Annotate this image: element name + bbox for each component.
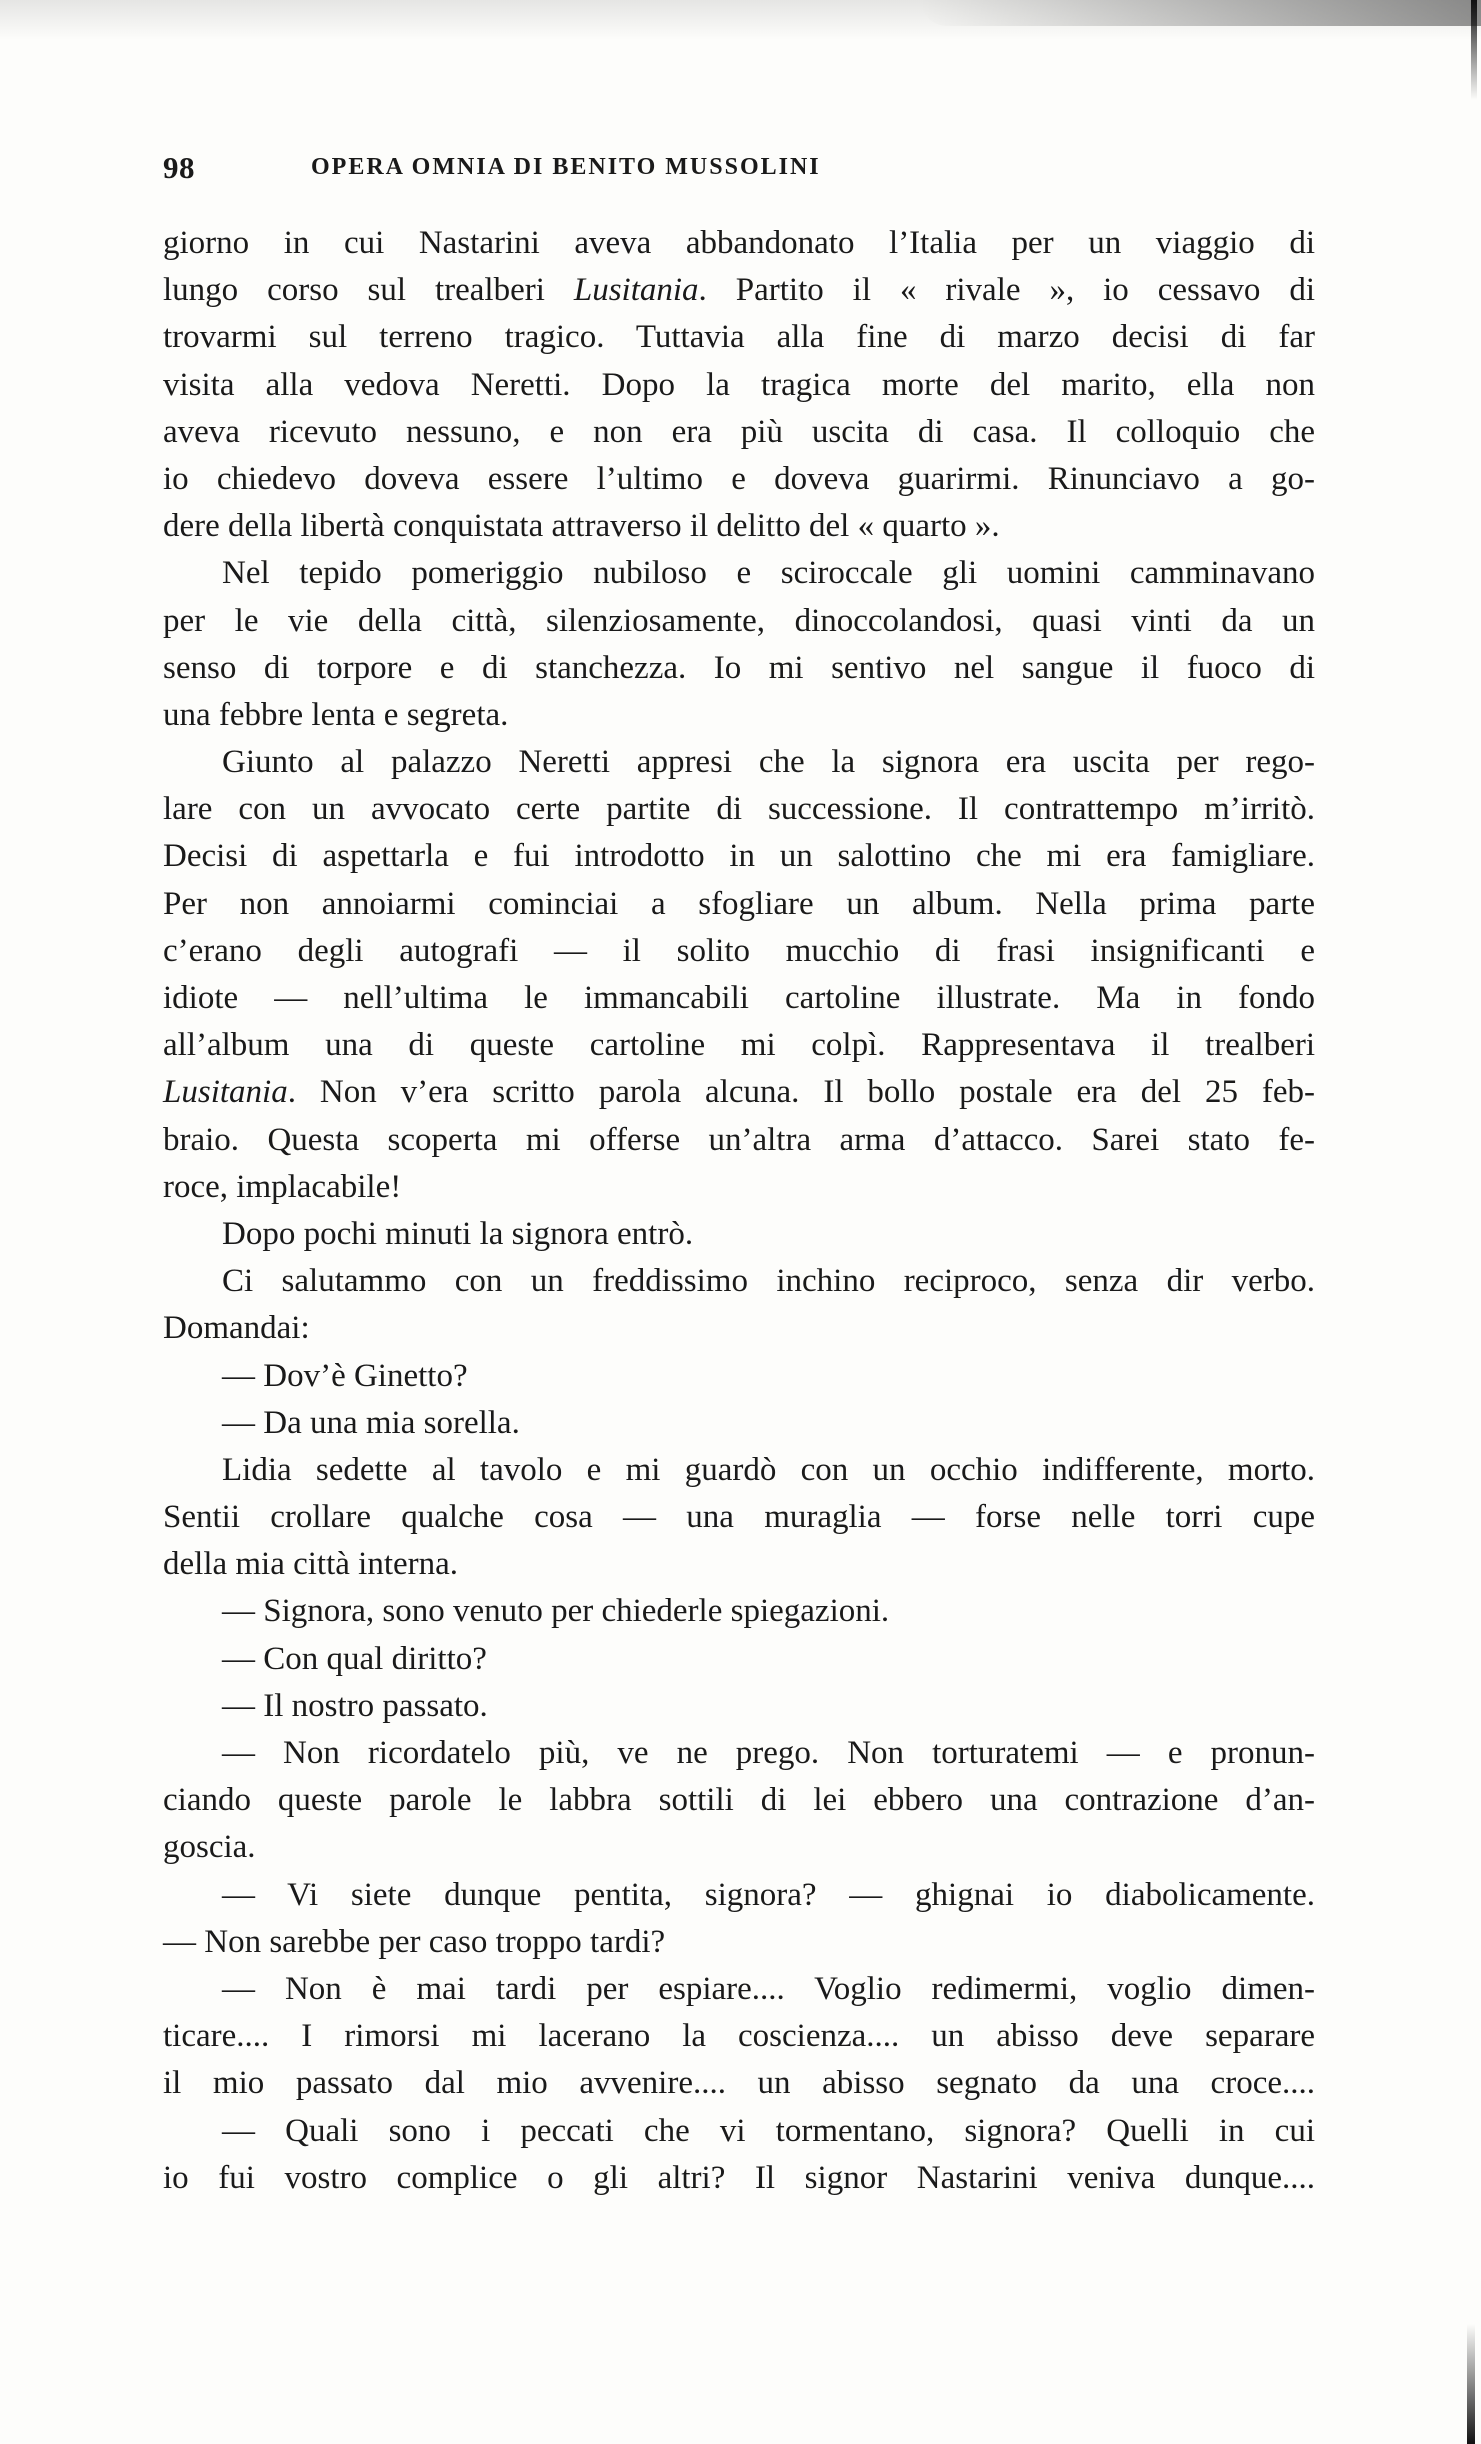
text-line: goscia. [163,1829,256,1866]
text-line: Nel tepido pomeriggio nubiloso e sciroccale gli uomini camminavano [222,555,1315,592]
dialogue-line: — Signora, sono venuto per chiederle spiegazioni. [222,1593,890,1630]
text-line: lungo corso sul trealberi Lusitania. Partito il « rivale », io cessavo di [163,272,1315,309]
text-line: idiote — nell’ultima le immancabili cartoline illustrate. Ma in fondo [163,980,1315,1016]
dialogue-line: — Da una mia sorella. [222,1404,520,1441]
scan-shadow-top-right [921,0,1481,26]
text-line: all’album una di queste cartoline mi colpì. Rappresentava il trealberi [163,1027,1315,1064]
text-line: Per non annoiarmi cominciai a sfogliare un album. Nella prima parte [163,885,1315,922]
text-line: Lusitania. Non v’era scritto parola alcuna. Il bollo postale era del 25 feb- [163,1074,1315,1111]
dialogue-line: — Non è mai tardi per espiare.... Voglio redimermi, voglio dimen- [222,1970,1315,2007]
text-line: trovarmi sul terreno tragico. Tuttavia alla fine di marzo decisi di far [163,319,1315,356]
dialogue-line: — Non sarebbe per caso troppo tardi? [163,1923,666,1960]
text-line: Lidia sedette al tavolo e mi guardò con un occhio indifferente, morto. [222,1451,1315,1488]
text-line: giorno in cui Nastarini aveva abbandonato l’Italia per un viaggio di [163,225,1315,261]
dialogue-line: — Quali sono i peccati che vi tormentano, signora? Quelli in cui [222,2112,1315,2149]
scan-edge-right-bottom [1467,2324,1475,2444]
ship-name: Lusitania [163,1074,288,1111]
text-line: Domandai: [163,1310,310,1347]
text-line: io chiedevo doveva essere l’ultimo e doveva guarirmi. Rinunciavo a go- [163,460,1315,497]
text-line: della mia città interna. [163,1546,459,1583]
text-line: per le vie della città, silenziosamente, dinoccolandosi, quasi vinti da un [163,602,1315,639]
text-line: ciando queste parole le labbra sottili di lei ebbero una contrazione d’an- [163,1782,1315,1819]
text-line: roce, implacabile! [163,1168,402,1205]
text-line: io fui vostro complice o gli altri? Il signor Nastarini veniva dunque.... [163,2159,1315,2196]
text-line: dere della libertà conquistata attraverso il delitto del « quarto ». [163,508,1000,545]
page-body [163,220,1315,2202]
text-line: c’erano degli autografi — il solito mucchio di frasi insignificanti e [163,932,1315,969]
text-line: braio. Questa scoperta mi offerse un’altra arma d’attacco. Sarei stato fe- [163,1121,1315,1158]
dialogue-line: — Dov’è Ginetto? [222,1357,468,1394]
ship-name: Lusitania [573,272,699,309]
text-line: Decisi di aspettarla e fui introdotto in un salottino che mi era famigliare. [163,838,1315,875]
text-line: senso di torpore e di stanchezza. Io mi sentivo nel sangue il fuoco di [163,649,1315,686]
dialogue-line: — Vi siete dunque pentita, signora? — ghignai io diabolicamente. [222,1876,1315,1913]
dialogue-line: — Non ricordatelo più, ve ne prego. Non torturatemi — e pronun- [222,1735,1315,1771]
text-line: ticare.... I rimorsi mi lacerano la coscienza.... un abisso deve separare [163,2018,1315,2055]
running-head: OPERA OMNIA DI BENITO MUSSOLINI [311,154,821,180]
dialogue-line: — Il nostro passato. [222,1687,488,1724]
text-line: il mio passato dal mio avvenire.... un abisso segnato da una croce.... [163,2065,1315,2102]
text-line: visita alla vedova Neretti. Dopo la tragica morte del marito, ella non [163,366,1315,403]
text-line: Sentii crollare qualche cosa — una muraglia — forse nelle torri cupe [163,1499,1315,1536]
page-header [163,150,1315,200]
text-line: Ci salutammo con un freddissimo inchino reciproco, senza dir verbo. [222,1263,1315,1300]
text-line: una febbre lenta e segreta. [163,696,509,733]
text-line: Giunto al palazzo Neretti appresi che la signora era uscita per rego- [222,744,1315,781]
dialogue-line: — Con qual diritto? [222,1640,487,1677]
text-line: aveva ricevuto nessuno, e non era più uscita di casa. Il colloquio che [163,413,1315,450]
text-line: Dopo pochi minuti la signora entrò. [222,1215,694,1252]
text-line: lare con un avvocato certe partite di successione. Il contrattempo m’irritò. [163,791,1315,828]
page-number: 98 [163,150,195,185]
scan-edge-right-top [1471,0,1477,100]
